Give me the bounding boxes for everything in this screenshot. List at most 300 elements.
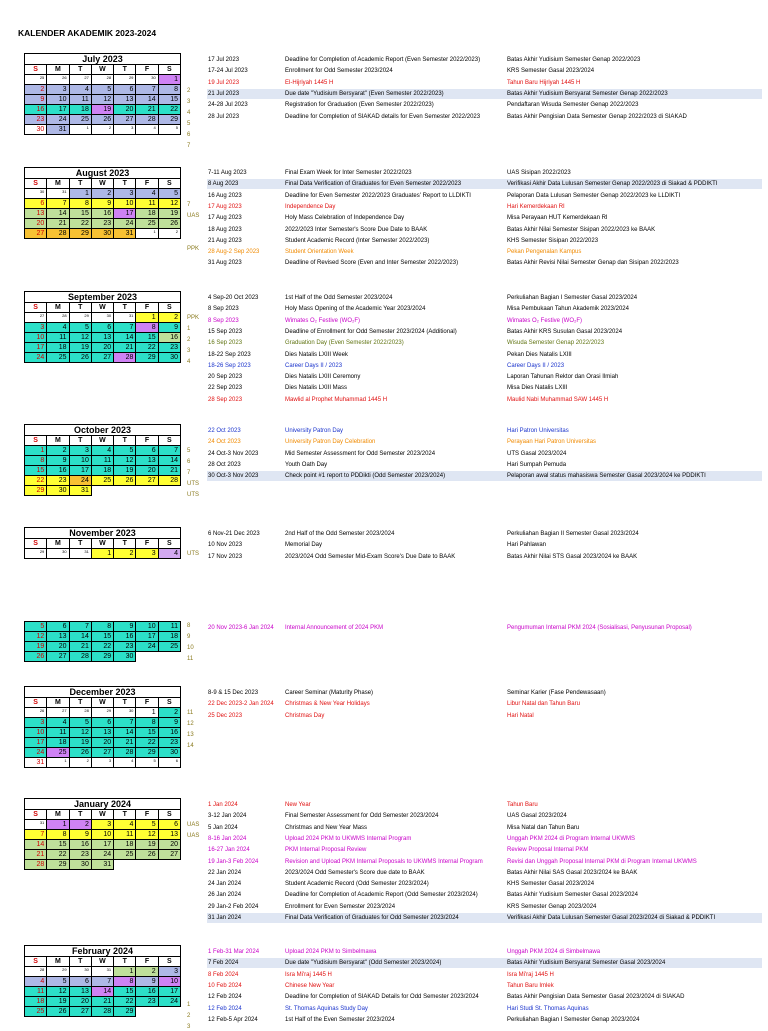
calendar-event [207,55,762,65]
calendar-day: 13 [114,95,136,105]
calendar-day [136,1007,158,1017]
calendar-day: 1 [114,967,136,977]
event-date: 8 Sep 2023 [208,317,239,324]
event-english: Holy Mass Opening of the Academic Year 2023/2024 [285,306,426,313]
event-english: Isra Mi'raj 1445 H [285,971,332,978]
calendar-day: 13 [47,632,69,642]
calendar-day: 22 [114,997,136,1007]
calendar-day: 1 [136,708,158,718]
week-marker: 8 [187,623,191,629]
event-english: Holy Mass Celebration of Independence Day [285,215,405,222]
month-calendar [24,291,181,363]
calendar-day: 1 [47,820,69,830]
calendar-day [114,860,136,870]
calendar-day: 10 [158,977,180,987]
event-indonesian: Perayaan Hari Patron Universitas [507,439,597,446]
event-indonesian: Tahun Baru Hijriyah 1445 H [507,79,581,86]
calendar-day: 24 [25,353,47,363]
calendar-day: 25 [91,476,113,486]
event-english: Deadline of Enrollment for Odd Semester 2023/2024 (Additional) [285,328,457,335]
calendar-day: 11 [114,830,136,840]
calendar-day [158,1007,180,1017]
calendar-day: 10 [91,830,113,840]
weekday-header: F [136,303,158,313]
event-date: 10 Nov 2023 [208,542,243,549]
calendar-day: 28 [91,1007,113,1017]
event-indonesian: Misa Pembukaan Tahun Akademik 2023/2024 [507,306,629,313]
calendar-day: 22 [158,105,180,115]
calendar-day: 8 [25,456,47,466]
calendar-day: 16 [25,105,47,115]
week-row [25,652,181,662]
calendar-day: 1 [136,313,158,323]
calendar-event [207,529,762,539]
calendar-day: 6 [47,622,69,632]
calendar-day: 24 [69,476,91,486]
calendar-day: 30 [69,967,91,977]
week-row [25,820,181,830]
calendar-day: 25 [47,748,69,758]
calendar-day: 27 [91,353,113,363]
week-row [25,95,181,105]
calendar-day: 27 [25,229,47,239]
event-english: Chinese New Year [285,982,335,989]
calendar-day: 12 [69,728,91,738]
event-date: 22 Dec 2023-2 Jan 2024 [208,701,274,708]
calendar-day: 31 [114,313,136,323]
calendar-day: 5 [158,125,180,135]
calendar-day: 8 [47,830,69,840]
calendar-day: 29 [136,748,158,758]
calendar-day: 11 [136,199,158,209]
calendar-day: 2 [91,125,113,135]
calendar-day: 6 [69,977,91,987]
calendar-day: 3 [25,718,47,728]
event-indonesian: Misa Dies Natalis LXIII [507,385,568,392]
calendar-day: 30 [47,486,69,496]
event-date: 29 Jan-2 Feb 2024 [208,903,259,910]
calendar-day: 21 [69,642,91,652]
calendar-day: 17 [25,343,47,353]
calendar-day: 14 [136,95,158,105]
event-date: 6 Nov-21 Dec 2023 [208,531,260,537]
week-marker: 4 [187,110,191,116]
event-english: Career Days II / 2023 [285,362,343,369]
calendar-day: 28 [47,229,69,239]
week-marker: 6 [187,132,191,138]
calendar-day: 14 [47,209,69,219]
event-indonesian: Hari Sumpah Pemuda [507,461,567,468]
calendar-day: 21 [91,997,113,1007]
calendar-event [207,845,762,855]
calendar-event [207,78,762,88]
calendar-event [207,179,762,189]
calendar-day: 12 [114,456,136,466]
calendar-event [207,699,762,709]
calendar-day: 8 [136,718,158,728]
month-title: November 2023 [25,528,181,539]
calendar-day: 9 [47,456,69,466]
calendar-day: 23 [158,738,180,748]
calendar-day: 3 [158,967,180,977]
event-indonesian: Batas Akhir Yudisium Bersyarat Semester Genap 2022/2023 [507,90,668,97]
event-indonesian: Misa Perayaan HUT Kemerdekaan RI [507,215,608,222]
calendar-event [207,890,762,900]
calendar-day: 4 [136,125,158,135]
calendar-day: 3 [136,549,158,559]
calendar-day: 16 [158,728,180,738]
calendar-day: 29 [25,486,47,496]
calendar-day: 13 [91,728,113,738]
calendar-day: 26 [91,115,113,125]
calendar-day: 4 [91,446,113,456]
event-english: Graduation Day (Even Semester 2022/2023) [285,340,404,347]
event-indonesian: Hari Natal [507,712,534,719]
event-date: 19 Jul 2023 [208,79,240,86]
event-indonesian: Batas Akhir Pengisian Data Semester Genap 2022/2023 di SIAKAD [507,113,687,120]
calendar-day: 27 [114,115,136,125]
event-date: 16 Sep 2023 [208,340,243,347]
week-row [25,125,181,135]
weekday-header: W [91,698,113,708]
calendar-day: 22 [136,343,158,353]
week-marker: UAS [187,833,200,839]
event-date: 12 Feb 2024 [208,1005,242,1012]
calendar-day: 3 [25,323,47,333]
event-english: 2022/2023 Inter Semester's Score Due Date to BAAK [285,226,428,233]
month-title: December 2023 [25,687,181,698]
calendar-day: 2 [69,758,91,768]
event-indonesian: UAS Gasal 2023/2024 [507,813,567,820]
event-date: 18-22 Sep 2023 [208,351,251,358]
week-marker: 11 [187,710,194,716]
event-date: 15 Sep 2023 [208,328,243,335]
calendar-day: 3 [69,446,91,456]
calendar-day: 7 [47,199,69,209]
calendar-day: 10 [136,622,158,632]
calendar-event [207,711,762,721]
calendar-event [207,688,762,698]
week-marker: 13 [187,732,194,738]
weekday-header: S [158,303,180,313]
week-marker: 14 [187,743,194,749]
event-indonesian: Seminar Karier (Fase Pendewasaan) [507,690,606,696]
calendar-event [207,800,762,810]
calendar-day: 4 [114,820,136,830]
event-english: Deadline for Completion of SIAKAD details for Even Semester 2022/2023 [285,113,481,120]
weekday-header: S [158,179,180,189]
calendar-day: 2 [25,85,47,95]
event-date: 12 Feb 2024 [208,994,242,1001]
calendar-day: 13 [158,830,180,840]
calendar-day: 9 [25,95,47,105]
calendar-day: 25 [114,850,136,860]
event-english: Final Data Verification of Graduates for Even Semester 2022/2023 [285,181,462,188]
calendar-event [207,304,762,314]
weekday-header: M [47,436,69,446]
event-indonesian: Batas Akhir Nilai Semester Sisipan 2022/2023 ke BAAK [507,226,656,233]
event-indonesian: KHS Semester Gasal 2023/2024 [507,881,595,888]
calendar-event [207,1015,762,1025]
calendar-day: 6 [91,323,113,333]
calendar-day: 17 [136,632,158,642]
event-english: Final Semester Assessment for Odd Semester 2023/2024 [285,813,439,820]
calendar-event [207,992,762,1002]
calendar-event [207,426,762,436]
event-english: El-Hijriyah 1445 H [285,79,334,86]
event-date: 1 Jan 2024 [208,802,238,808]
calendar-event [207,225,762,235]
calendar-day: 16 [114,632,136,642]
calendar-day: 27 [136,476,158,486]
weekday-header: T [69,810,91,820]
event-date: 26 Jan 2024 [208,892,242,899]
event-english: Youth Oath Day [285,461,328,468]
calendar-day: 11 [47,333,69,343]
calendar-day: 1 [136,229,158,239]
calendar-event [207,947,762,957]
calendar-event [207,811,762,821]
calendar-day: 23 [47,476,69,486]
event-indonesian: Wimates O₂ Festive (WO₂F) [507,317,582,324]
calendar-day: 27 [47,652,69,662]
week-marker: 5 [187,121,191,127]
event-date: 17 Jul 2023 [208,57,240,63]
calendar-day: 4 [47,323,69,333]
event-date: 30 Oct-3 Nov 2023 [208,473,259,480]
event-indonesian: Perkuliahan Bagian II Semester Gasal 2023/2024 [507,531,639,537]
week-row [25,758,181,768]
event-english: Dies Natalis LXIII Mass [285,385,348,392]
month-title: October 2023 [25,425,181,436]
calendar-day: 13 [69,987,91,997]
event-english: Upload 2024 PKM to Simbelmawa [285,949,377,955]
calendar-day: 26 [158,219,180,229]
calendar-day: 27 [47,708,69,718]
calendar-event [207,191,762,201]
week-marker: 12 [187,721,194,727]
calendar-day: 20 [91,738,113,748]
week-marker: 1 [187,326,191,332]
week-row [25,343,181,353]
calendar-event [207,879,762,889]
event-date: 18 Aug 2023 [208,226,242,233]
calendar-event [207,89,762,99]
weekday-header: S [25,65,47,75]
event-date: 10 Feb 2024 [208,982,242,989]
week-marker: 3 [187,348,191,354]
event-english: 1st Half of the Even Semester 2023/2024 [285,1016,395,1023]
weekday-header: F [136,179,158,189]
week-marker: UTS [187,492,199,498]
month-calendar [24,53,181,135]
calendar-day: 31 [114,229,136,239]
calendar-day [158,652,180,662]
weekday-header: S [25,436,47,446]
weekday-header: S [158,539,180,549]
week-marker: 3 [187,1024,191,1030]
week-row [25,967,181,977]
calendar-day: 10 [25,728,47,738]
calendar-day: 31 [91,860,113,870]
calendar-day: 30 [136,75,158,85]
calendar-day: 29 [158,115,180,125]
calendar-day: 6 [136,446,158,456]
event-date: 24 Oct 2023 [208,439,241,446]
week-row [25,75,181,85]
calendar-day: 15 [69,209,91,219]
calendar-day: 2 [136,967,158,977]
calendar-day: 24 [47,115,69,125]
weekday-header: T [69,698,91,708]
event-english: Christmas and New Year Mass [285,824,368,831]
week-row [25,738,181,748]
event-english: PKM Internal Proposal Review [285,847,367,854]
calendar-event [207,383,762,393]
calendar-day [114,486,136,496]
event-english: Memorial Day [285,542,323,549]
calendar-day: 15 [114,987,136,997]
event-english: University Patron Day Celebration [285,439,376,446]
calendar-day: 30 [91,229,113,239]
calendar-day: 22 [69,219,91,229]
event-english: 2023/2024 Odd Semester's Score due date to BAAK [285,869,425,876]
calendar-day: 29 [136,353,158,363]
calendar-day: 12 [25,632,47,642]
event-indonesian: KRS Semester Gasal 2023/2024 [507,68,595,75]
week-row [25,229,181,239]
calendar-day: 26 [25,652,47,662]
month-calendar [24,167,181,239]
weekday-header: S [25,303,47,313]
event-english: University Patron Day [285,428,344,434]
calendar-day: 3 [114,189,136,199]
calendar-day: 28 [25,860,47,870]
weekday-header: M [47,65,69,75]
weekday-header: M [47,810,69,820]
week-row [25,997,181,1007]
event-indonesian: Batas Akhir Nilai STS Gasal 2023/2024 ke BAAK [507,553,638,560]
calendar-day: 4 [25,977,47,987]
calendar-day: 7 [136,85,158,95]
calendar-day: 27 [25,313,47,323]
calendar-day: 27 [69,75,91,85]
event-date: 8 Sep 2023 [208,306,239,313]
calendar-event [207,338,762,348]
calendar-day: 26 [114,476,136,486]
calendar-day: 23 [136,997,158,1007]
week-marker: 1 [187,1002,191,1008]
event-english: Dies Natalis LXIII Ceremony [285,374,361,381]
week-marker: UTS [187,481,199,487]
calendar-event [207,112,762,122]
calendar-day: 24 [114,219,136,229]
weekday-header: T [114,65,136,75]
week-row [25,313,181,323]
event-date: 8 Aug 2023 [208,181,239,188]
weekday-header: F [136,65,158,75]
week-row [25,1007,181,1017]
calendar-day: 19 [69,343,91,353]
calendar-day: 21 [158,466,180,476]
week-marker: 2 [187,88,191,94]
month-calendar [24,798,181,870]
calendar-day: 12 [158,199,180,209]
calendar-event [207,202,762,212]
event-indonesian: Pengumuman Internal PKM 2024 (Sosialisasi, Penyusunan Proposal) [507,625,692,631]
week-row [25,219,181,229]
weekday-header: S [25,957,47,967]
event-date: 31 Aug 2023 [208,260,242,267]
event-indonesian: KHS Semester Sisipan 2022/2023 [507,237,599,244]
calendar-day: 23 [91,219,113,229]
calendar-day: 4 [47,718,69,728]
calendar-day: 10 [69,456,91,466]
week-row [25,977,181,987]
event-english: St. Thomas Aquinas Study Day [285,1005,368,1012]
calendar-day: 11 [158,622,180,632]
weekday-header: T [114,539,136,549]
calendar-day: 9 [158,323,180,333]
calendar-day: 25 [25,75,47,85]
event-english: Final Exam Week for Inter Semester 2022/2023 [285,170,412,176]
calendar-day: 31 [91,967,113,977]
calendar-day: 5 [158,189,180,199]
calendar-day: 26 [47,1007,69,1017]
weekday-header: S [158,698,180,708]
week-row [25,708,181,718]
event-indonesian: Verifikasi Akhir Data Lulusan Semester Genap 2022/2023 di Siakad & PDDIKTI [507,181,718,188]
calendar-day: 6 [25,199,47,209]
calendar-day: 21 [114,738,136,748]
event-english: Deadline for Completion of Academic Report (Even Semester 2022/2023) [285,57,481,63]
calendar-day: 14 [158,456,180,466]
weekday-header: T [69,436,91,446]
calendar-day: 10 [47,95,69,105]
calendar-day: 13 [136,456,158,466]
calendar-day: 3 [91,758,113,768]
event-english: Due date "Yudisium Bersyarat" (Even Semester 2022/2023) [285,90,444,97]
calendar-day: 17 [25,738,47,748]
event-indonesian: Pekan Pengenalan Kampus [507,249,582,256]
calendar-day: 5 [25,622,47,632]
calendar-day: 24 [158,997,180,1007]
calendar-day: 17 [114,209,136,219]
calendar-day: 9 [158,718,180,728]
calendar-day: 6 [158,758,180,768]
calendar-day: 6 [91,718,113,728]
week-marker: 7 [187,470,191,476]
calendar-day: 30 [91,313,113,323]
calendar-day: 18 [136,209,158,219]
calendar-day: 27 [69,1007,91,1017]
calendar-day: 4 [69,85,91,95]
calendar-day: 30 [158,353,180,363]
event-english: 2nd Half of the Odd Semester 2023/2024 [285,531,395,537]
calendar-event [207,834,762,844]
calendar-day: 5 [69,323,91,333]
event-indonesian: Hari Patron Universitas [507,428,569,434]
event-indonesian: Review Proposal Internal PKM [507,847,589,854]
event-indonesian: Revisi dan Unggah Proposal Internal PKM di Program Internal UKWMS [507,858,697,865]
weekday-header: M [47,539,69,549]
week-marker: 6 [187,459,191,465]
week-row [25,642,181,652]
calendar-event [207,540,762,550]
weekday-header: F [136,698,158,708]
month-title: August 2023 [25,168,181,179]
calendar-day: 17 [91,840,113,850]
